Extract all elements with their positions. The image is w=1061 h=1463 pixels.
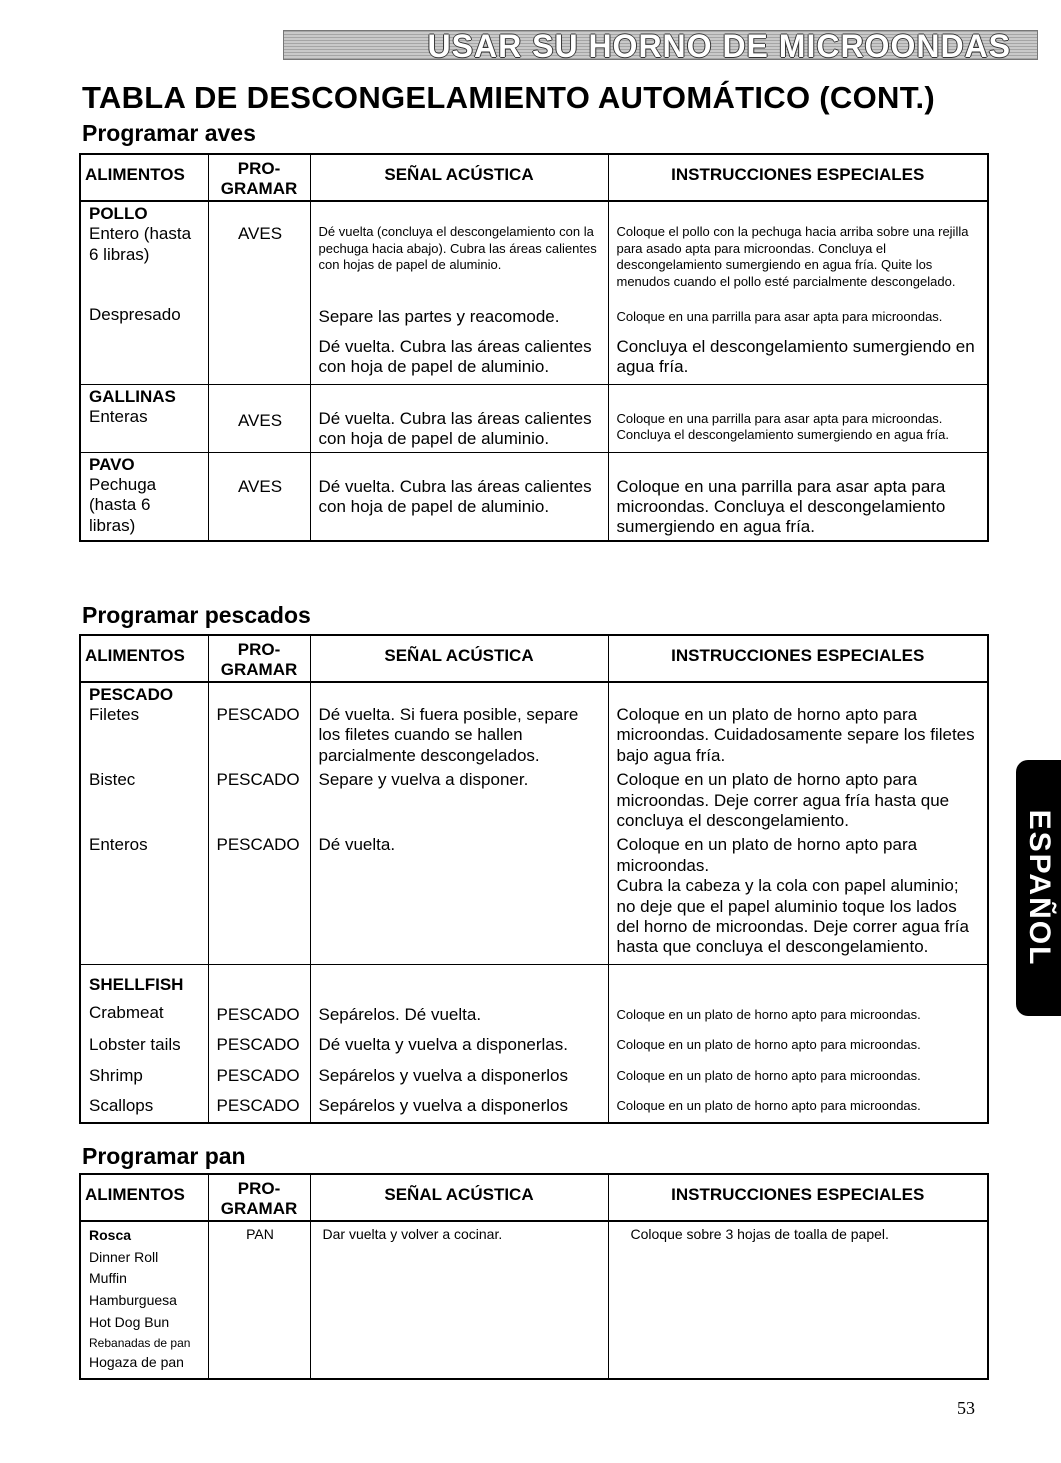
food-label: Crabmeat bbox=[89, 1003, 164, 1023]
instruction-text: Concluya el descongelamiento sumergiendo en agua fría. bbox=[616, 336, 975, 377]
category-label: Rosca bbox=[89, 1227, 132, 1244]
table-row bbox=[80, 1221, 988, 1379]
page-number: 53 bbox=[957, 1398, 975, 1418]
category-label: PAVO bbox=[89, 454, 135, 474]
aves-table bbox=[79, 153, 989, 542]
food-label: Lobster tails bbox=[89, 1035, 181, 1055]
banner-text: USAR SU HORNO DE MICROONDAS bbox=[427, 28, 1011, 64]
program-label: PESCADO bbox=[216, 705, 300, 725]
category-label: GALLINAS bbox=[89, 386, 176, 406]
program-label: PESCADO bbox=[216, 1095, 300, 1115]
table-row bbox=[80, 768, 988, 833]
header-senal: SEÑAL ACÚSTICA bbox=[310, 635, 608, 682]
instruction-text: Coloque en un plato de horno apto para microondas. bbox=[616, 1006, 921, 1022]
table-row bbox=[80, 833, 988, 964]
food-label: Scallops bbox=[89, 1095, 154, 1115]
table-row bbox=[80, 1088, 988, 1123]
instruction-text: Coloque en una parrilla para asar apta para microondas. Concluya el descongelamiento sumergiendo en agua fría. bbox=[616, 410, 949, 443]
header-programar: PRO- GRAMAR bbox=[208, 154, 310, 201]
program-label: AVES bbox=[237, 476, 283, 496]
program-label: AVES bbox=[237, 410, 283, 430]
table-row bbox=[80, 452, 988, 541]
section-title-pescados: Programar pescados bbox=[82, 602, 311, 628]
signal-text: Sepárelos y vuelva a disponerlos bbox=[318, 1095, 568, 1115]
food-label: Muffin bbox=[89, 1270, 127, 1287]
program-label: PAN bbox=[246, 1226, 274, 1243]
header-alimentos: ALIMENTOS bbox=[80, 635, 208, 682]
header-instrucciones: INSTRUCCIONES ESPECIALES bbox=[608, 154, 988, 201]
instruction-text: Coloque en una parrilla para asar apta para microondas. Concluya el descongelamiento sumergiendo en agua fría. bbox=[616, 476, 946, 537]
instruction-text: Coloque en un plato de horno apto para microondas. Deje correr agua fría hasta que concluya el descongelamiento. bbox=[616, 770, 950, 831]
signal-text: Dé vuelta (concluya el descongelamiento con la pechuga hacia abajo). Cubra las áreas calientes con hojas de papel de aluminio. bbox=[318, 224, 597, 273]
header-banner bbox=[283, 28, 1038, 64]
instruction-text: Cubra la cabeza y la cola con papel aluminio; no deje que el papel aluminio toque los lados del horno de microondas. Deje correr agua fría hasta que concluya el descongelamiento. bbox=[616, 876, 969, 957]
table-row bbox=[80, 293, 988, 329]
food-label: Shrimp bbox=[89, 1065, 143, 1085]
program-label: PESCADO bbox=[216, 770, 300, 790]
food-label: Hamburguesa bbox=[89, 1292, 177, 1309]
food-label: Dinner Roll bbox=[89, 1248, 159, 1265]
program-label: AVES bbox=[237, 224, 283, 244]
table-row bbox=[80, 384, 988, 452]
header-programar: PRO- GRAMAR bbox=[208, 1174, 310, 1221]
table-row bbox=[80, 682, 988, 768]
header-alimentos: ALIMENTOS bbox=[80, 1174, 208, 1221]
pan-table bbox=[79, 1173, 989, 1380]
header-senal: SEÑAL ACÚSTICA bbox=[310, 1174, 608, 1221]
program-label: PESCADO bbox=[216, 1035, 300, 1055]
header-instrucciones: INSTRUCCIONES ESPECIALES bbox=[608, 635, 988, 682]
food-label: Pechuga (hasta 6 libras) bbox=[89, 474, 157, 535]
signal-text: Sepárelos y vuelva a disponerlos bbox=[318, 1065, 568, 1085]
section-title-pan: Programar pan bbox=[82, 1143, 246, 1169]
food-label: Bistec bbox=[89, 770, 136, 790]
signal-text: Sepárelos. Dé vuelta. bbox=[318, 1004, 482, 1024]
table-row bbox=[80, 329, 988, 384]
side-tab-label: ESPAÑOL bbox=[1022, 809, 1056, 967]
food-label: Rebanadas de pan bbox=[89, 1335, 191, 1350]
table-header-row bbox=[80, 154, 988, 201]
food-label: Entero (hasta 6 libras) bbox=[89, 224, 192, 264]
program-label: PESCADO bbox=[216, 835, 300, 855]
food-label: Filetes bbox=[89, 705, 140, 725]
instruction-text: Coloque en un plato de horno apto para microondas. Cuidadosamente separe los filetes bajo agua fría. bbox=[616, 705, 975, 765]
instruction-text: Coloque sobre 3 hojas de toalla de papel. bbox=[630, 1226, 889, 1243]
table-row bbox=[80, 1058, 988, 1088]
program-label: PESCADO bbox=[216, 1004, 300, 1024]
pescados-table bbox=[79, 634, 989, 1124]
signal-text: Dé vuelta. Si fuera posible, separe los filetes cuando se hallen parcialmente descongelados. bbox=[318, 705, 579, 765]
category-label: POLLO bbox=[89, 204, 148, 224]
signal-text: Dé vuelta. Cubra las áreas calientes con hoja de papel de aluminio. bbox=[318, 408, 592, 449]
instruction-text: Coloque el pollo con la pechuga hacia arriba sobre una rejilla para asado apta para microondas. Concluya el descongelamiento sumergiendo en agua fría. Quite los menudos cuando el pollo esté parcialmente descongelado. bbox=[616, 224, 969, 289]
food-label: Hot Dog Bun bbox=[89, 1313, 170, 1330]
page-title: TABLA DE DESCONGELAMIENTO AUTOMÁTICO (CONT.) bbox=[82, 80, 936, 115]
signal-text: Separe y vuelva a disponer. bbox=[318, 770, 529, 790]
signal-text: Dé vuelta. bbox=[318, 835, 396, 855]
signal-text: Dar vuelta y volver a cocinar. bbox=[322, 1226, 503, 1243]
table-row bbox=[80, 201, 988, 293]
instruction-text: Coloque en una parrilla para asar apta para microondas. bbox=[616, 308, 943, 324]
category-label: PESCADO bbox=[89, 685, 174, 705]
header-instrucciones: INSTRUCCIONES ESPECIALES bbox=[608, 1174, 988, 1221]
header-alimentos: ALIMENTOS bbox=[80, 154, 208, 201]
food-label: Hogaza de pan bbox=[89, 1354, 184, 1371]
table-row bbox=[80, 964, 988, 1027]
food-label: Enteros bbox=[89, 835, 148, 855]
instruction-text: Coloque en un plato de horno apto para microondas. bbox=[616, 835, 918, 875]
signal-text: Dé vuelta y vuelva a disponerlas. bbox=[318, 1035, 568, 1055]
instruction-text: Coloque en un plato de horno apto para microondas. bbox=[616, 1097, 921, 1113]
category-label: SHELLFISH bbox=[89, 974, 184, 994]
instruction-text: Coloque en un plato de horno apto para microondas. bbox=[616, 1067, 921, 1083]
section-title-aves: Programar aves bbox=[82, 120, 256, 146]
signal-text: Dé vuelta. Cubra las áreas calientes con hoja de papel de aluminio. bbox=[318, 336, 592, 377]
food-label: Despresado bbox=[89, 304, 181, 324]
food-label: Enteras bbox=[89, 407, 148, 427]
program-label: PESCADO bbox=[216, 1065, 300, 1085]
header-programar: PRO- GRAMAR bbox=[208, 635, 310, 682]
language-side-tab bbox=[1016, 760, 1061, 1016]
instruction-text: Coloque en un plato de horno apto para microondas. bbox=[616, 1037, 921, 1053]
table-row bbox=[80, 1027, 988, 1057]
signal-text: Separe las partes y reacomode. bbox=[318, 306, 560, 326]
header-senal: SEÑAL ACÚSTICA bbox=[310, 154, 608, 201]
table-header-row bbox=[80, 635, 988, 682]
signal-text: Dé vuelta. Cubra las áreas calientes con hoja de papel de aluminio. bbox=[318, 476, 592, 516]
table-header-row bbox=[80, 1174, 988, 1221]
